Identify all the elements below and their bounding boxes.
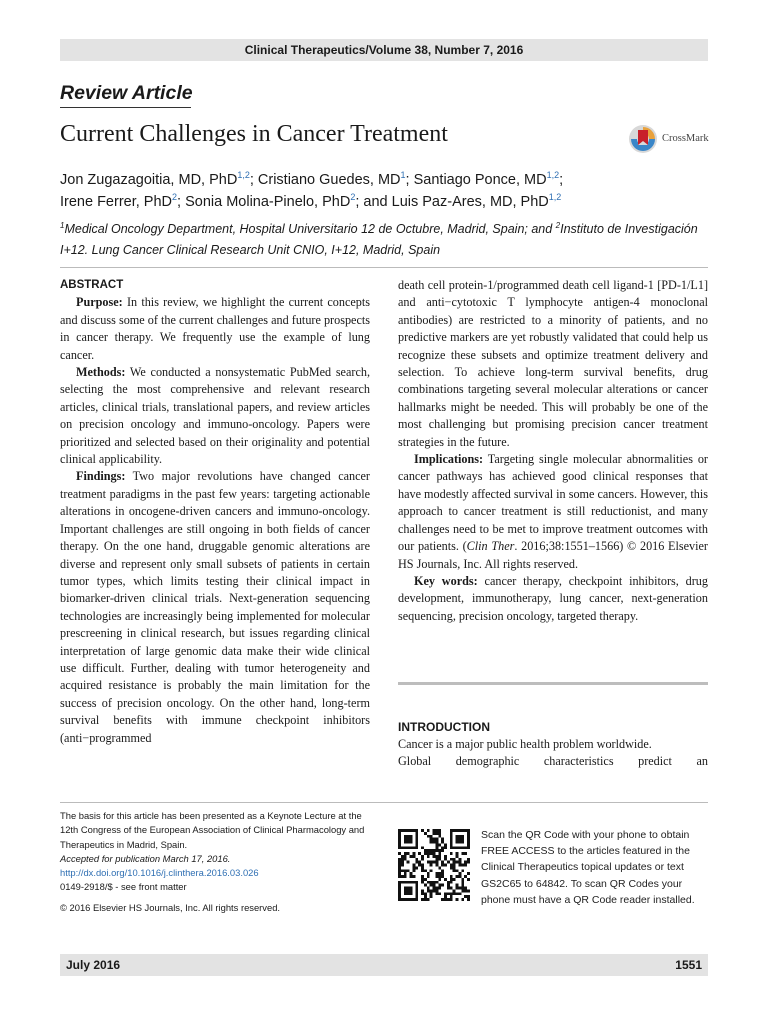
article-footnote: [60, 809, 380, 915]
introduction-heading: INTRODUCTION: [398, 720, 490, 734]
abstract-end-divider: [398, 682, 708, 685]
author-affiliation-marker: 2: [172, 192, 178, 202]
abstract-methods: Methods: We conducted a nonsystematic PubMed search, selecting the most comprehensive and relevant research articles, clinical trials, translational papers, and review articles on precision oncology and immuno-oncology. Papers were prioritized and selected based on their originality and potential clinical applicability.: [60, 365, 370, 467]
author-list: [60, 169, 720, 213]
issue-date: July 2016: [66, 958, 121, 972]
accepted-date: Accepted for publication March 17, 2016.: [60, 852, 231, 864]
introduction-line-1: Cancer is a major public health problem worldwide.: [398, 737, 652, 751]
author-name: Jon Zugazagoitia, MD, PhD: [60, 172, 238, 188]
affiliations: [60, 219, 720, 261]
abstract-right-column: [398, 277, 708, 625]
article-type-label: Review Article: [60, 82, 193, 104]
affiliation-1: Medical Oncology Department, Hospital Universitario 12 de Octubre, Madrid, Spain; and: [64, 222, 556, 236]
doi-link[interactable]: http://dx.doi.org/10.1016/j.clinthera.2016.03.026: [60, 867, 259, 879]
presentation-note: The basis for this article has been presented as a Keynote Lecture at the 12th Congress of the European Association of Clinical Pharmacology and Therapeutics in Madrid, Spain.: [60, 810, 365, 850]
page-number: 1551: [675, 958, 702, 972]
affiliation-marker-2: 2: [555, 221, 561, 230]
footnote-divider: [60, 802, 708, 803]
abstract-heading: ABSTRACT: [60, 279, 124, 291]
citation-journal: Clin Ther: [466, 539, 515, 554]
affiliation-2: Instituto de Investigación I+12. Lung Cancer Clinical Research Unit CNIO, I+12, Madrid, Spain: [60, 222, 698, 257]
author-name: Irene Ferrer, PhD: [60, 194, 173, 210]
introduction-line-2: Global demographic characteristics predict an: [398, 754, 708, 769]
implications-label: Implications:: [414, 452, 484, 467]
article-title: Current Challenges in Cancer Treatment: [60, 121, 448, 147]
abstract-findings-continued: death cell protein-1/programmed death cell ligand-1 [PD-1/L1] and anti−cytotoxic T lymphocyte antigen-4 monoclonal antibodies) are restricted to a minority of patients, and no predictive markers are yet robustly validated that could help us recognize these subsets and optimize treatment delivery and selection. To achieve long-term survival benefits, drug combinations targeting several molecular alterations or cancer hallmarks might be needed. This will probably be one of the most challenging but promising precision cancer treatment strategies in the future.: [398, 278, 708, 449]
journal-citation: Clinical Therapeutics/Volume 38, Number 7, 2016: [244, 43, 524, 57]
author-separator: ;: [405, 172, 414, 188]
author-separator: ;: [249, 172, 258, 188]
abstract-keywords: Key words: cancer therapy, checkpoint inhibitors, drug development, immunotherapy, lung cancer, next-generation sequencing, precision oncology, targeted therapy.: [398, 573, 708, 623]
abstract-left-column: [60, 277, 370, 747]
author-affiliation-marker: 1: [400, 170, 406, 180]
affiliation-marker-1: 1: [60, 221, 65, 230]
page-footer: [60, 954, 708, 976]
author-affiliation-marker: 1,2: [546, 170, 560, 180]
qr-instructions: Scan the QR Code with your phone to obtain FREE ACCESS to the articles featured in the Clinical Therapeutics topical updates or text GS2C65 to 64842. To scan QR Codes your phone must have a QR Code reader installed.: [481, 829, 695, 906]
author-name: Luis Paz-Ares, MD, PhD: [391, 194, 549, 210]
qr-code-icon[interactable]: [398, 829, 470, 901]
crossmark-icon: [628, 124, 658, 154]
crossmark-label: CrossMark: [662, 133, 709, 144]
keywords-label: Key words:: [414, 573, 478, 588]
affiliation-divider: [60, 267, 708, 268]
author-separator: ;: [177, 194, 186, 210]
author-affiliation-marker: 1,2: [548, 192, 562, 202]
findings-label: Findings:: [76, 469, 126, 484]
author-name: Santiago Ponce, MD: [413, 172, 547, 188]
abstract-implications: Implications: Targeting single molecular abnormalities or cancer pathways has achieved good clinical responses that have modestly affected survival in some cancers. However, this approach to cancer treatment is still reductionist, and many challenges need to be met to improve treatment outcomes with our patients. (Clin Ther. 2016;38:1551–1566) © 2016 Elsevier HS Journals, Inc. All rights reserved.: [398, 452, 708, 571]
abstract-purpose: Purpose: In this review, we highlight the current concepts and discuss some of the current challenges and future prospects in cancer therapy. We frequently use the example of lung cancer.: [60, 295, 370, 362]
issn: 0149-2918/$ - see front matter: [60, 881, 187, 893]
author-name: Cristiano Guedes, MD: [257, 172, 401, 188]
journal-running-header: [60, 39, 708, 61]
copyright-note: © 2016 Elsevier HS Journals, Inc. All rights reserved.: [60, 901, 281, 913]
crossmark-badge[interactable]: [628, 124, 712, 156]
abstract-findings: Findings: Two major revolutions have changed cancer treatment paradigms in the past few years: targeting actionable alterations in oncogene-driven cancers and immuno-oncology. Important challenges are still ongoing in both fields of cancer therapy. On the one hand, druggable genomic alterations are diverse and represent only small subsets of patients in certain tumor types, which limits testing their clinical impact in biomarker-driven clinical trials. Next-generation sequencing technologies are increasingly being implemented for molecular prescreening in clinical research, but issues regarding clinical interpretation of large genomic data make their wide clinical use difficult. Further, dealing with tumor heterogeneity and acquired resistance is probably the main limitation for the success of precision oncology. On the other hand, long-term survival benefits with immune checkpoint inhibitors (anti−programmed: [60, 469, 370, 745]
author-separator: ;: [559, 172, 564, 188]
methods-label: Methods:: [76, 365, 126, 380]
article-type-underline: [60, 107, 191, 108]
author-affiliation-marker: 2: [350, 192, 356, 202]
purpose-label: Purpose:: [76, 295, 123, 310]
author-affiliation-marker: 1,2: [237, 170, 250, 180]
introduction-text: [398, 736, 708, 771]
author-separator: ; and: [355, 194, 392, 210]
author-name: Sonia Molina-Pinelo, PhD: [185, 194, 351, 210]
